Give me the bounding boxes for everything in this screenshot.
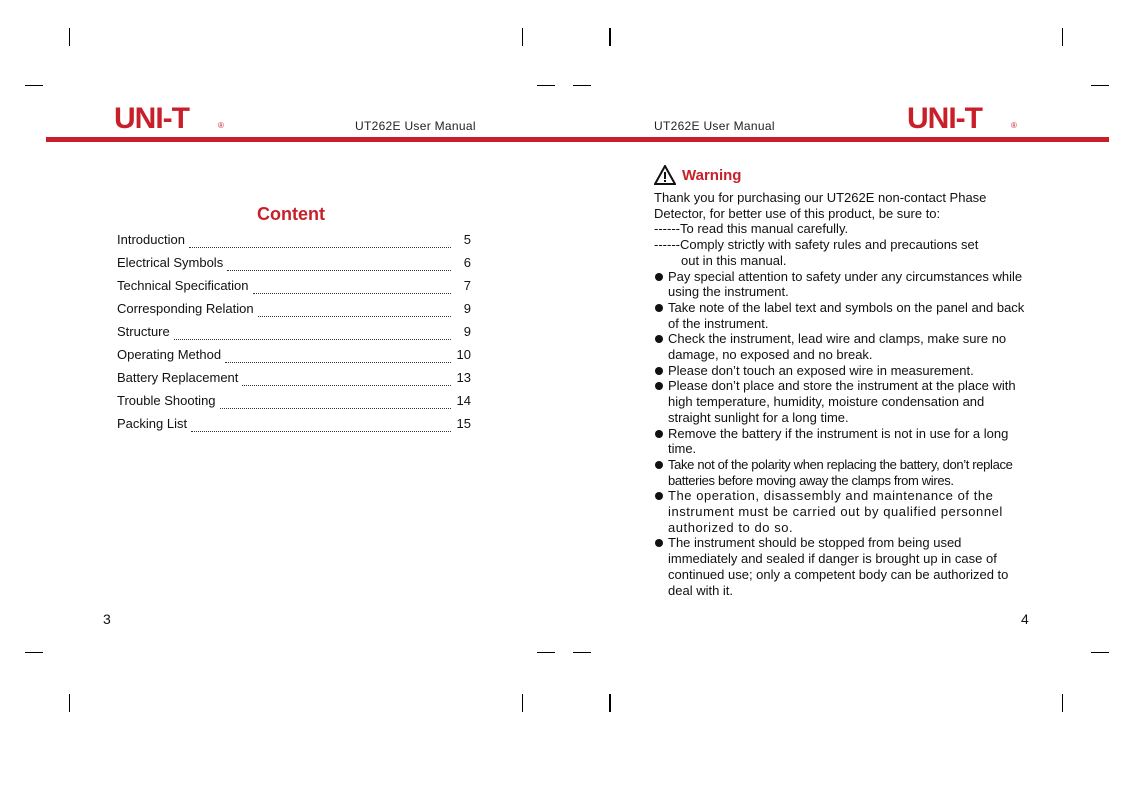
- warning-body: [654, 190, 1026, 598]
- warning-triangle-icon: [654, 165, 676, 185]
- toc-entry-label: Electrical Symbols: [117, 255, 224, 270]
- table-of-contents: [117, 232, 471, 439]
- uni-t-logo: UNI-T ®: [907, 102, 1017, 135]
- toc-entry-label: Packing List: [117, 416, 188, 431]
- crop-mark: [609, 28, 611, 46]
- toc-entry: [117, 370, 471, 393]
- crop-mark: [1091, 652, 1109, 653]
- toc-leader-dots: [174, 338, 451, 340]
- crop-mark: [537, 652, 555, 653]
- crop-mark: [1062, 694, 1063, 712]
- toc-entry: [117, 255, 471, 278]
- list-item: Take note of the label text and symbols on the panel and back of the instrument.: [654, 300, 1026, 331]
- toc-entry-label: Battery Replacement: [117, 370, 239, 385]
- toc-heading: Content: [257, 204, 325, 224]
- toc-leader-dots: [189, 246, 451, 248]
- toc-leader-dots: [258, 315, 451, 317]
- header-title: UT262E User Manual: [355, 119, 476, 133]
- toc-entry-label: Introduction: [117, 232, 185, 247]
- list-item: Pay special attention to safety under any circumstances while using the instrument.: [654, 269, 1026, 300]
- toc-entry-label: Operating Method: [117, 347, 222, 362]
- crop-mark: [1091, 85, 1109, 86]
- toc-entry-page: 6: [463, 255, 471, 270]
- toc-entry-page: 7: [463, 278, 471, 293]
- instruction-line: ------Comply strictly with safety rules and precautions set: [654, 237, 979, 253]
- toc-entry-page: 5: [463, 232, 471, 247]
- toc-entry-label: Corresponding Relation: [117, 301, 254, 316]
- list-item: Check the instrument, lead wire and clamps, make sure no damage, no exposed and no break.: [654, 331, 1026, 362]
- header-title: UT262E User Manual: [654, 119, 775, 133]
- crop-mark: [25, 652, 43, 653]
- crop-mark: [522, 28, 523, 46]
- toc-entry: [117, 416, 471, 439]
- list-item: Please don’t touch an exposed wire in measurement.: [654, 363, 1026, 379]
- uni-t-logo: UNI-T ®: [114, 102, 224, 135]
- crop-mark: [609, 694, 611, 712]
- toc-entry-page: 10: [456, 347, 471, 362]
- toc-leader-dots: [191, 430, 451, 432]
- warning-heading: [654, 164, 741, 186]
- list-item: Remove the battery if the instrument is not in use for a long time.: [654, 426, 1026, 457]
- toc-leader-dots: [253, 292, 451, 294]
- toc-entry-page: 9: [463, 324, 471, 339]
- toc-entry-page: 14: [456, 393, 471, 408]
- crop-mark: [69, 694, 70, 712]
- intro-paragraph: Thank you for purchasing our UT262E non-contact Phase Detector, for better use of this product, be sure to:: [654, 190, 987, 221]
- instruction-line: ------To read this manual carefully.: [654, 221, 849, 237]
- warning-title: Warning: [682, 166, 742, 184]
- list-item: The instrument should be stopped from being used immediately and sealed if danger is brought up in case of continued use; only a competent body can be authorized to deal with it.: [654, 535, 1026, 598]
- toc-leader-dots: [220, 407, 451, 409]
- toc-entry: [117, 324, 471, 347]
- toc-entry: [117, 278, 471, 301]
- crop-mark: [573, 652, 591, 653]
- toc-leader-dots: [227, 269, 451, 271]
- toc-entry-label: Technical Specification: [117, 278, 249, 293]
- crop-mark: [25, 85, 43, 86]
- toc-entry: [117, 347, 471, 370]
- list-item: Please don’t place and store the instrument at the place with high temperature, humidity, moisture condensation and straight sunlight for a long time.: [654, 378, 1026, 425]
- toc-entry: [117, 393, 471, 416]
- page-number: 4: [1021, 611, 1029, 627]
- crop-mark: [1062, 28, 1063, 46]
- instruction-line: out in this manual.: [681, 252, 787, 268]
- toc-leader-dots: [225, 361, 451, 363]
- list-item: Take not of the polarity when replacing the battery, don’t replace batteries before moving away the clamps from wires.: [654, 457, 1026, 488]
- crop-mark: [69, 28, 70, 46]
- crop-mark: [522, 694, 523, 712]
- crop-mark: [573, 85, 591, 86]
- toc-leader-dots: [242, 384, 451, 386]
- crop-mark: [537, 85, 555, 86]
- toc-entry-page: 9: [463, 301, 471, 316]
- header-rule: [46, 137, 1109, 142]
- toc-entry-page: 13: [456, 370, 471, 385]
- toc-entry: [117, 232, 471, 255]
- list-item: The operation, disassembly and maintenance of the instrument must be carried out by qualified personnel authorized to do so.: [654, 488, 1026, 535]
- page-number: 3: [103, 611, 111, 627]
- toc-entry: [117, 301, 471, 324]
- toc-entry-label: Structure: [117, 324, 170, 339]
- toc-entry-label: Trouble Shooting: [117, 393, 216, 408]
- toc-entry-page: 15: [456, 416, 471, 431]
